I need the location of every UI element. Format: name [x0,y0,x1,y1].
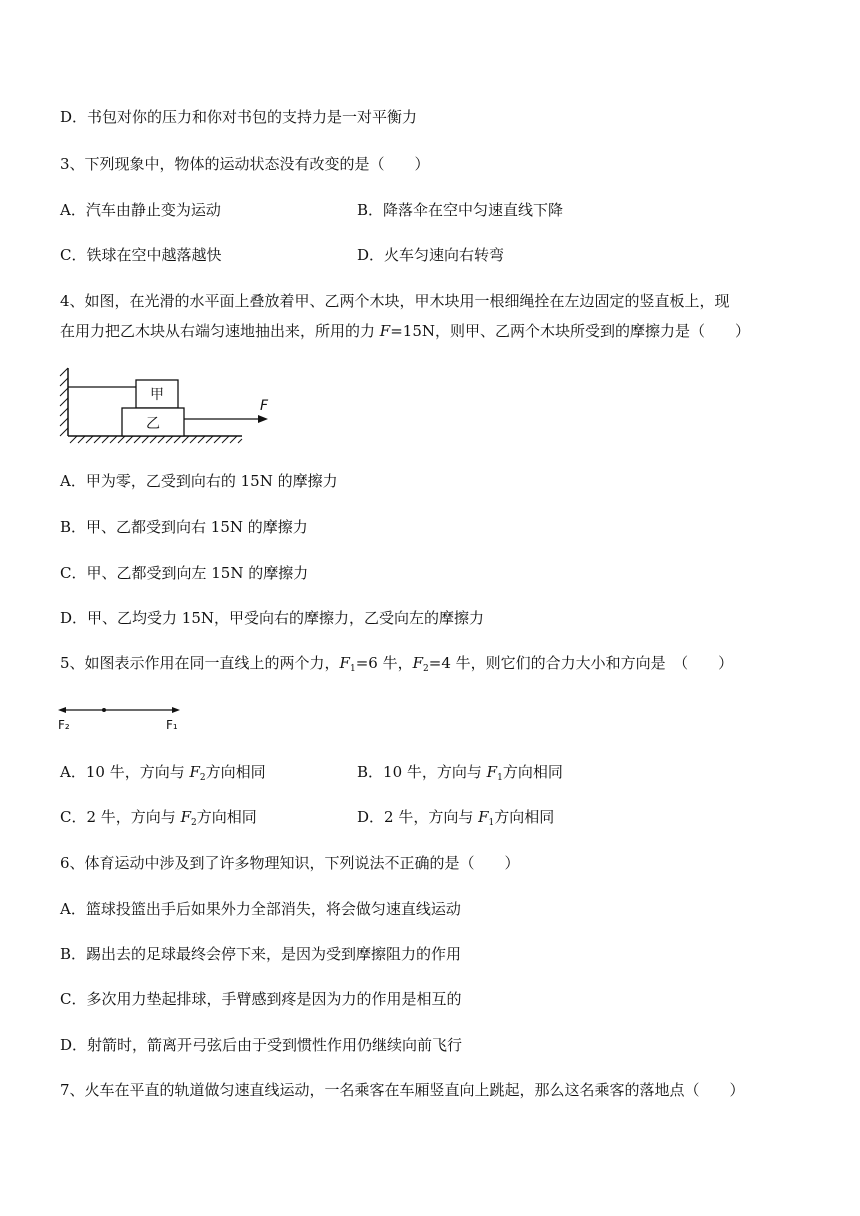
force-arrowhead-icon [258,415,268,423]
q4-option-a: A．甲为零，乙受到向右的 15N 的摩擦力 [60,472,338,490]
q5-f1-sub: 1 [349,664,356,674]
q5-opt-a-post: 方向相同 [205,763,266,781]
q5-opt-c-post: 方向相同 [196,808,257,826]
q4-stem-post: =15N，则甲、乙两个木块所受到的摩擦力是（ ） [390,322,750,340]
q5-opt-c-sub: 2 [190,818,197,828]
q3-option-c: C．铁球在空中越落越快 [60,246,222,264]
q5-opt-d-var: F [478,808,489,826]
q4-option-c: C．甲、乙都受到向左 15N 的摩擦力 [60,564,309,582]
q5-opt-b-pre: B．10 牛，方向与 [357,763,487,781]
q3-option-b: B．降落伞在空中匀速直线下降 [357,201,564,219]
q6-option-b: B．踢出去的足球最终会停下来，是因为受到摩擦阻力的作用 [60,945,462,963]
q4-stem-pre: 在用力把乙木块从右端匀速地抽出来，所用的力 [60,322,380,340]
q5-opt-a-var: F [189,763,200,781]
q5-opt-a-pre: A．10 牛，方向与 [60,763,190,781]
q5-option-c [60,806,257,834]
q7-stem: 7、火车在平直的轨道做匀速直线运动，一名乘客在车厢竖直向上跳起，那么这名乘客的落地点（ ） [60,1081,745,1099]
left-arrowhead-icon [58,707,66,713]
q4-stem-line2 [60,320,750,342]
q5-opt-d-pre: D．2 牛，方向与 [357,808,479,826]
q6-option-c: C．多次用力垫起排球，手臂感到疼是因为力的作用是相互的 [60,990,462,1008]
q5-opt-d-sub: 1 [488,818,495,828]
q5-opt-b-post: 方向相同 [502,763,563,781]
q5-opt-d-post: 方向相同 [494,808,555,826]
action-point [102,708,106,712]
q5-stem [60,652,733,680]
q5-f1-var: F [339,654,350,672]
f1-label: F₁ [166,718,178,732]
q5-f2-sub: 2 [423,664,429,674]
q4-figure [58,362,280,444]
q3-option-d: D．火车匀速向右转弯 [357,246,505,264]
q5-opt-b-var: F [486,763,498,781]
q5-opt-b-sub: 1 [497,773,503,783]
ground-hatching [70,436,242,443]
q4-stem-line1: 4、如图，在光滑的水平面上叠放着甲、乙两个木块，甲木块用一根细绳拴在左边固定的竖直板上，现 [60,292,730,310]
q5-option-b [357,761,563,789]
block-jia-label: 甲 [150,387,164,403]
q4-stem-var: F [379,322,391,340]
q3-option-a: A．汽车由静止变为运动 [60,201,221,219]
q4-option-b: B．甲、乙都受到向右 15N 的摩擦力 [60,518,308,536]
q4-option-d: D．甲、乙均受力 15N，甲受向右的摩擦力，乙受向左的摩擦力 [60,609,485,627]
q5-f1-val: =6 牛， [355,654,413,672]
q6-option-d: D．射箭时，箭离开弓弦后由于受到惯性作用仍继续向前飞行 [60,1036,463,1054]
q5-f2-var: F [412,654,424,672]
q6-stem: 6、体育运动中涉及到了许多物理知识，下列说法不正确的是（ ） [60,854,520,872]
block-yi-label: 乙 [146,416,160,432]
q5-option-d [357,806,554,834]
wall-hatching [60,368,68,436]
q5-opt-c-pre: C．2 牛，方向与 [60,808,181,826]
q5-opt-c-var: F [180,808,191,826]
right-arrowhead-icon [172,707,180,713]
q6-option-a: A．篮球投篮出手后如果外力全部消失，将会做匀速直线运动 [60,900,461,918]
f2-label: F₂ [58,718,70,732]
q5-option-a [60,761,266,789]
q5-opt-a-sub: 2 [199,773,206,783]
force-label: F [260,398,269,414]
q5-figure [56,700,186,734]
q2-option-d: D．书包对你的压力和你对书包的支持力是一对平衡力 [60,108,418,126]
q3-stem: 3、下列现象中，物体的运动状态没有改变的是（ ） [60,155,430,173]
q5-stem-pre: 5、如图表示作用在同一直线上的两个力， [60,654,340,672]
q5-f2-val: =4 牛，则它们的合力大小和方向是 （ ） [428,654,734,672]
